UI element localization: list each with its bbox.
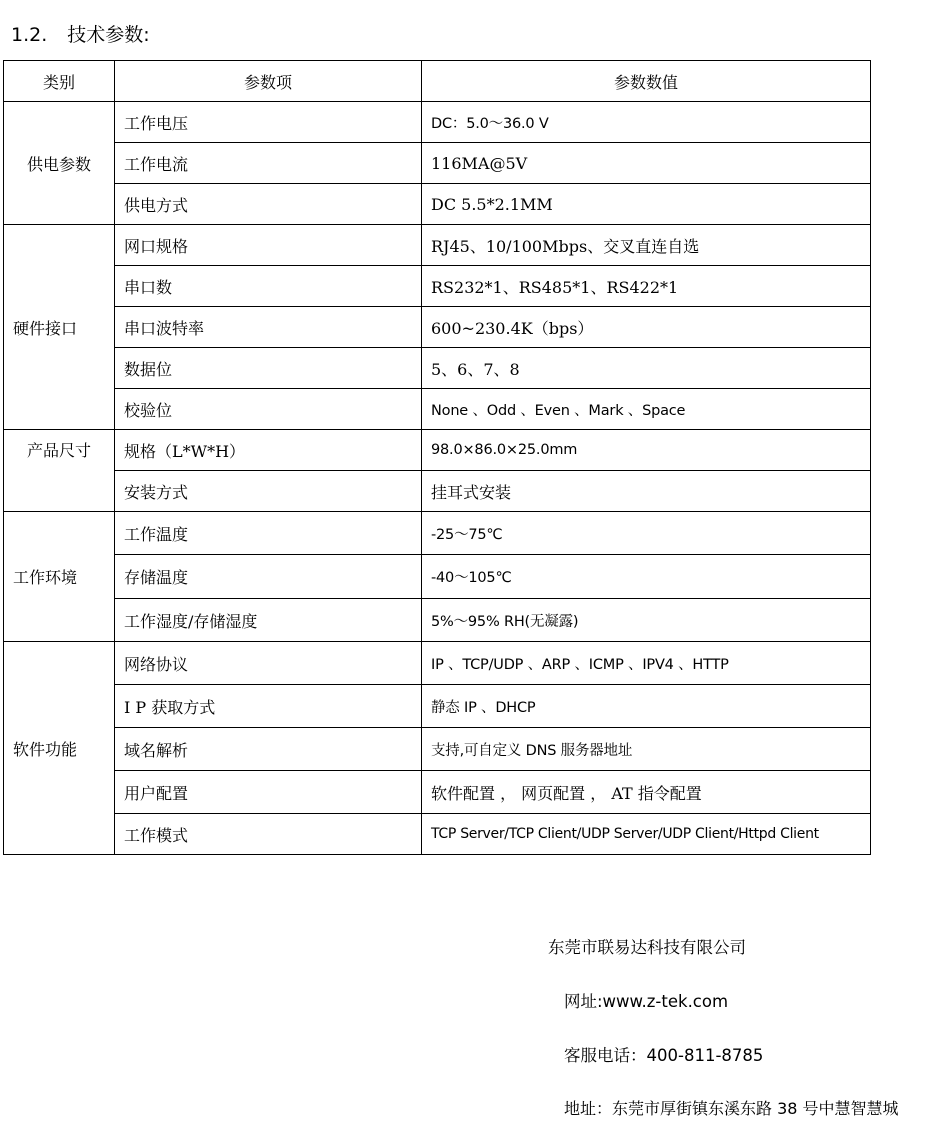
category-size: 产品尺寸 [4, 430, 115, 512]
spec-table [3, 60, 871, 855]
param-cell: 工作模式 [115, 814, 422, 855]
param-cell: 串口波特率 [115, 307, 422, 348]
param-cell: 校验位 [115, 389, 422, 430]
param-cell: 存储温度 [115, 555, 422, 599]
param-cell: 规格（L*W*H） [115, 430, 422, 471]
value-cell: None 、Odd 、Even 、Mark 、Space [422, 389, 871, 430]
category-hardware: 硬件接口 [4, 225, 115, 430]
param-cell: 网络协议 [115, 642, 422, 685]
param-cell: 工作电流 [115, 143, 422, 184]
company-name: 东莞市联易达科技有限公司 [548, 938, 746, 957]
value-cell: 静态 IP 、DHCP [422, 685, 871, 728]
header-param: 参数项 [115, 61, 422, 102]
category-software: 软件功能 [4, 642, 115, 855]
value-cell: 5、6、7、8 [422, 348, 871, 389]
header-category: 类别 [4, 61, 115, 102]
value-cell: IP 、TCP/UDP 、ARP 、ICMP 、IPV4 、HTTP [422, 642, 871, 685]
table-row [4, 512, 871, 555]
table-row [4, 771, 871, 814]
param-cell: 安装方式 [115, 471, 422, 512]
param-cell: I P 获取方式 [115, 685, 422, 728]
value-cell: -40～105℃ [422, 555, 871, 599]
phone: 客服电话：400-811-8785 [564, 1046, 764, 1065]
category-environment: 工作环境 [4, 512, 115, 642]
section-number: 1.2. [11, 24, 48, 46]
category-power: 供电参数 [4, 102, 115, 225]
table-row [4, 225, 871, 266]
table-row [4, 555, 871, 599]
table-row [4, 143, 871, 184]
table-header-row [4, 61, 871, 102]
table-row [4, 102, 871, 143]
header-value: 参数数值 [422, 61, 871, 102]
param-cell: 串口数 [115, 266, 422, 307]
table-row [4, 642, 871, 685]
param-cell: 工作温度 [115, 512, 422, 555]
value-cell: 软件配置 ， 网页配置 ， AT 指令配置 [422, 771, 871, 814]
table-row [4, 685, 871, 728]
value-cell: 支持,可自定义 DNS 服务器地址 [422, 728, 871, 771]
value-cell: -25～75℃ [422, 512, 871, 555]
param-cell: 网口规格 [115, 225, 422, 266]
value-cell: 600~230.4K（bps） [422, 307, 871, 348]
value-cell: RS232*1、RS485*1、RS422*1 [422, 266, 871, 307]
param-cell: 工作电压 [115, 102, 422, 143]
table-row [4, 728, 871, 771]
table-row [4, 307, 871, 348]
value-cell: 98.0×86.0×25.0mm [422, 430, 871, 471]
section-heading [11, 20, 150, 47]
value-cell: 5%～95% RH(无凝露) [422, 599, 871, 642]
value-cell: DC 5.5*2.1MM [422, 184, 871, 225]
address: 地址：东莞市厚街镇东溪东路 38 号中慧智慧城 [564, 1099, 899, 1118]
value-cell: TCP Server/TCP Client/UDP Server/UDP Client/Httpd Client [422, 814, 871, 855]
table-row [4, 599, 871, 642]
value-cell: 116MA@5V [422, 143, 871, 184]
table-row [4, 471, 871, 512]
website: 网址:www.z-tek.com [564, 992, 729, 1011]
value-cell: DC：5.0～36.0 V [422, 102, 871, 143]
table-row [4, 814, 871, 855]
value-cell: RJ45、10/100Mbps、交叉直连自选 [422, 225, 871, 266]
section-title: 技术参数: [67, 24, 150, 46]
param-cell: 域名解析 [115, 728, 422, 771]
table-row [4, 266, 871, 307]
value-cell: 挂耳式安装 [422, 471, 871, 512]
param-cell: 数据位 [115, 348, 422, 389]
table-row [4, 184, 871, 225]
param-cell: 用户配置 [115, 771, 422, 814]
table-row [4, 389, 871, 430]
param-cell: 工作湿度/存储湿度 [115, 599, 422, 642]
param-cell: 供电方式 [115, 184, 422, 225]
table-row [4, 348, 871, 389]
table-row [4, 430, 871, 471]
